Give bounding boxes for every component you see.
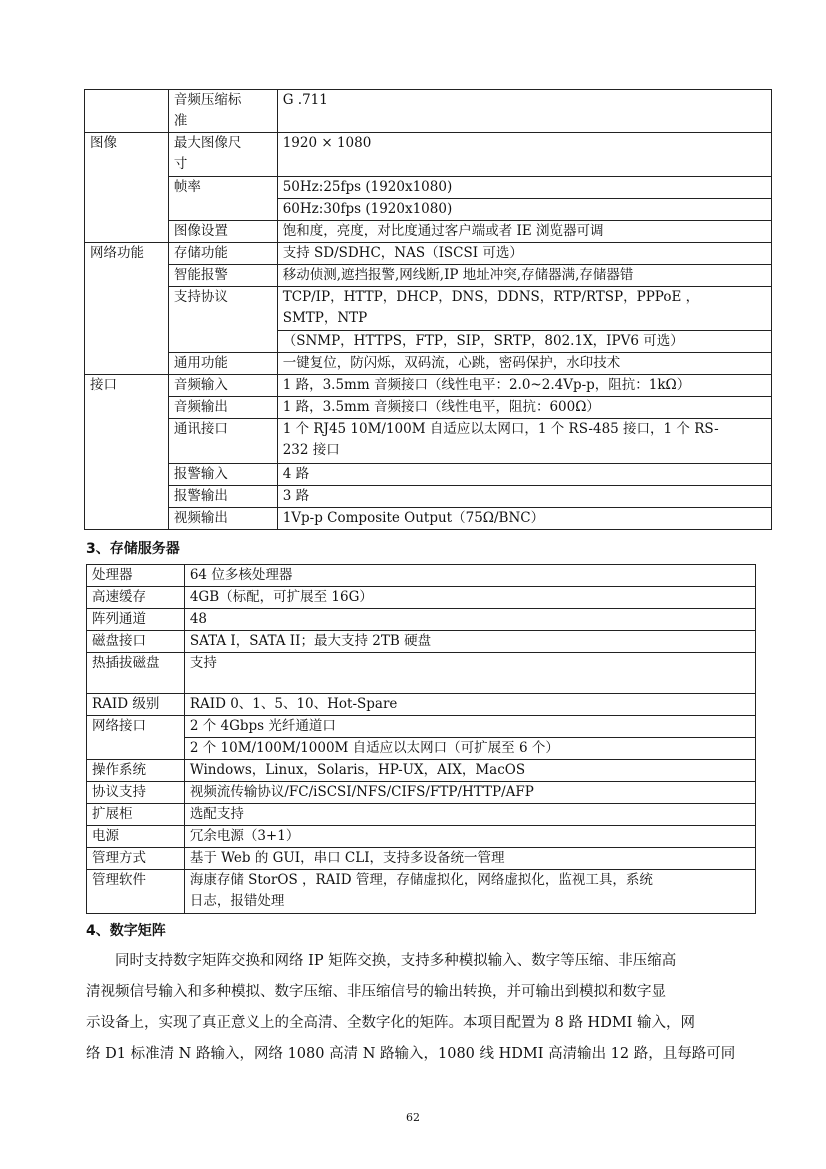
value-cell: 2 个 4Gbps 光纤通道口: [184, 716, 755, 738]
item-cell: 高速缓存: [87, 587, 185, 609]
value-cell: 50Hz:25fps (1920x1080): [277, 177, 771, 199]
value-cell: TCP/IP，HTTP，DHCP，DNS，DDNS，RTP/RTSP，PPPoE ， SMTP，NTP: [277, 287, 771, 331]
value-cell: 1 个 RJ45 10M/100M 自适应以太网口，1 个 RS-485 接口，1 个 RS- 232 接口: [277, 419, 771, 464]
value-cell: 3 路: [277, 486, 771, 508]
table-row: [87, 826, 756, 848]
item-cell: 音频压缩标 准: [168, 90, 277, 133]
value-cell: 60Hz:30fps (1920x1080): [277, 199, 771, 221]
value-cell: 选配支持: [184, 804, 755, 826]
item-cell: 视频输出: [168, 508, 277, 530]
item-cell: 音频输入: [168, 375, 277, 397]
table-row: [87, 609, 756, 631]
spec-table-camera: [84, 89, 772, 530]
spec-table-storage-server: [86, 564, 756, 914]
item-cell: 处理器: [87, 565, 185, 587]
value-cell: 饱和度，亮度，对比度通过客户端或者 IE 浏览器可调: [277, 221, 771, 243]
item-cell: 阵列通道: [87, 609, 185, 631]
item-cell: RAID 级别: [87, 694, 185, 716]
item-cell: 通用功能: [168, 353, 277, 375]
table-row: [85, 375, 772, 397]
paragraph-line: 示设备上，实现了真正意义上的全高清、全数字化的矩阵。本项目配置为 8 路 HDMI 输入，网: [86, 1015, 696, 1031]
digital-matrix-paragraph: [86, 946, 748, 1070]
item-cell: 磁盘接口: [87, 631, 185, 653]
table-row: [87, 848, 756, 870]
table-row: [85, 464, 772, 486]
value-cell: 移动侦测,遮挡报警,网线断,IP 地址冲突,存储器满,存储器错: [277, 265, 771, 287]
section-heading-digital-matrix: 4、数字矩阵: [86, 923, 166, 939]
category-cell: 网络功能: [85, 243, 169, 375]
table-row: [87, 716, 756, 738]
value-cell: 1 路，3.5mm 音频接口（线性电平，阻抗：600Ω）: [277, 397, 771, 419]
item-cell: 存储功能: [168, 243, 277, 265]
item-cell: 音频输出: [168, 397, 277, 419]
table-row: [85, 221, 772, 243]
value-cell: 1Vp-p Composite Output（75Ω/BNC）: [277, 508, 771, 530]
value-cell: 支持 SD/SDHC，NAS（ISCSI 可选）: [277, 243, 771, 265]
item-cell: 管理软件: [87, 870, 185, 914]
value-cell: 4 路: [277, 464, 771, 486]
item-cell: 网络接口: [87, 716, 185, 760]
table-row: [85, 486, 772, 508]
value-cell: （SNMP，HTTPS，FTP，SIP，SRTP，802.1X，IPV6 可选）: [277, 331, 771, 353]
paragraph-line: 络 D1 标准清 N 路输入，网络 1080 高清 N 路输入，1080 线 HDMI 高清输出 12 路，且每路可同: [86, 1046, 736, 1062]
table-row: [87, 653, 756, 694]
table-row: [85, 90, 772, 133]
value-cell: 视频流传输协议/FC/iSCSI/NFS/CIFS/FTP/HTTP/AFP: [184, 782, 755, 804]
table-row: [85, 508, 772, 530]
paragraph-line: 清视频信号输入和多种模拟、数字压缩、非压缩信号的输出转换，并可输出到模拟和数字显: [86, 984, 666, 1000]
value-cell: RAID 0、1、5、10、Hot-Spare: [184, 694, 755, 716]
value-cell: 48: [184, 609, 755, 631]
table-row: [85, 397, 772, 419]
item-cell: 支持协议: [168, 287, 277, 353]
value-cell: 4GB（标配，可扩展至 16G）: [184, 587, 755, 609]
table-row: [85, 133, 772, 177]
item-cell: 智能报警: [168, 265, 277, 287]
value-cell: 1 路，3.5mm 音频接口（线性电平：2.0~2.4Vp-p，阻抗：1kΩ）: [277, 375, 771, 397]
table-row: [87, 738, 756, 760]
item-cell: 图像设置: [168, 221, 277, 243]
table-row: [85, 243, 772, 265]
table-row: [87, 782, 756, 804]
value-cell: 2 个 10M/100M/1000M 自适应以太网口（可扩展至 6 个）: [184, 738, 755, 760]
table-row: [85, 353, 772, 375]
item-cell: 最大图像尺 寸: [168, 133, 277, 177]
value-cell: 支持: [184, 653, 755, 694]
table-row: [87, 694, 756, 716]
category-cell: 图像: [85, 133, 169, 243]
value-cell: Windows，Linux，Solaris，HP-UX，AIX，MacOS: [184, 760, 755, 782]
value-cell: G .711: [277, 90, 771, 133]
item-cell: 通讯接口: [168, 419, 277, 464]
value-cell: 基于 Web 的 GUI，串口 CLI，支持多设备统一管理: [184, 848, 755, 870]
value-cell: 1920 × 1080: [277, 133, 771, 177]
table-row: [87, 565, 756, 587]
table-row: [87, 760, 756, 782]
value-cell: SATA I，SATA II；最大支持 2TB 硬盘: [184, 631, 755, 653]
item-cell: 电源: [87, 826, 185, 848]
table-row: [87, 587, 756, 609]
table-row: [87, 631, 756, 653]
table-row: [85, 419, 772, 464]
value-cell: 一键复位，防闪烁，双码流，心跳，密码保护，水印技术: [277, 353, 771, 375]
table-row: [85, 177, 772, 199]
value-cell: 冗余电源（3+1）: [184, 826, 755, 848]
item-cell: 报警输出: [168, 486, 277, 508]
item-cell: 扩展柜: [87, 804, 185, 826]
item-cell: 操作系统: [87, 760, 185, 782]
item-cell: 热插拔磁盘: [87, 653, 185, 694]
category-cell: [85, 90, 169, 133]
table-row: [85, 287, 772, 331]
table-row: [85, 265, 772, 287]
value-cell: 64 位多核处理器: [184, 565, 755, 587]
item-cell: 管理方式: [87, 848, 185, 870]
item-cell: 报警输入: [168, 464, 277, 486]
table-row: [87, 870, 756, 914]
value-cell: 海康存储 StorOS ，RAID 管理，存储虚拟化，网络虚拟化，监视工具，系统 日志，报错处理: [184, 870, 755, 914]
page-number: 62: [406, 1111, 420, 1124]
table-row: [87, 804, 756, 826]
item-cell: 帧率: [168, 177, 277, 221]
paragraph-line: 同时支持数字矩阵交换和网络 IP 矩阵交换，支持多种模拟输入、数字等压缩、非压缩高: [115, 953, 677, 969]
category-cell: 接口: [85, 375, 169, 530]
item-cell: 协议支持: [87, 782, 185, 804]
section-heading-storage-server: 3、存储服务器: [86, 541, 180, 557]
